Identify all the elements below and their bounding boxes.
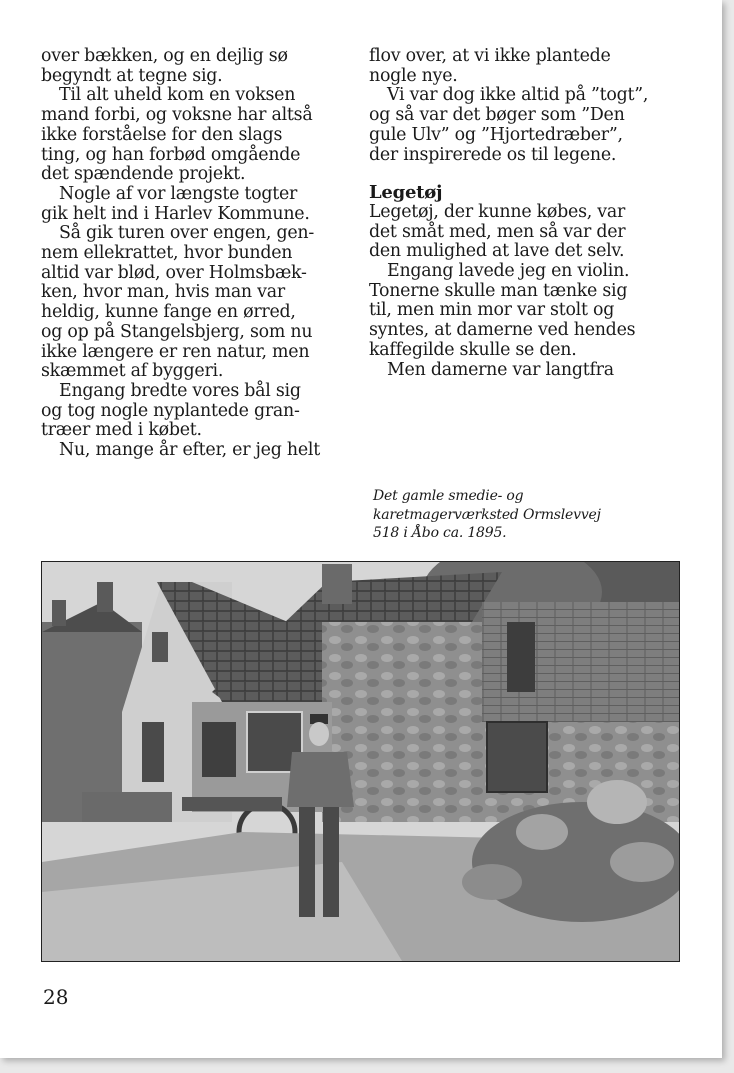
text-column-right xyxy=(369,47,689,380)
caption-line: 518 i Åbo ca. 1895. xyxy=(373,525,507,541)
text-line: og tog nogle nyplantede gran- xyxy=(41,400,300,421)
text-line: gik helt ind i Harlev Kommune. xyxy=(41,203,310,224)
text-line: begyndt at tegne sig. xyxy=(41,65,223,86)
photo-caption xyxy=(373,487,693,543)
text-line: den mulighed at lave det selv. xyxy=(369,241,625,262)
text-line: altid var blød, over Holmsbæk- xyxy=(41,262,307,283)
text-line: nogle nye. xyxy=(369,65,458,86)
text-line: syntes, at damerne ved hendes xyxy=(369,320,636,341)
text-line: ikke forståelse for den slags xyxy=(41,124,283,145)
text-line: ikke længere er ren natur, men xyxy=(41,341,310,362)
text-line: nem ellekrattet, hvor bunden xyxy=(41,243,293,264)
caption-line: Det gamle smedie- og xyxy=(373,488,524,504)
text-line: til, men min mor var stolt og xyxy=(369,300,615,321)
text-line: det småt med, men så var der xyxy=(369,221,626,242)
text-line: Engang bredte vores bål sig xyxy=(59,380,301,401)
section-heading: Legetøj xyxy=(369,182,443,204)
right-column-bottom-text xyxy=(369,203,689,380)
text-line: ting, og han forbød omgående xyxy=(41,144,301,165)
text-line: Men damerne var langtfra xyxy=(387,359,614,380)
text-line: træer med i købet. xyxy=(41,420,202,441)
text-line: mand forbi, og voksne har altså xyxy=(41,105,313,126)
text-line: og op på Stangelsbjerg, som nu xyxy=(41,321,313,342)
text-line: gule Ulv” og ”Hjortedræber”, xyxy=(369,124,623,145)
text-line: Vi var dog ikke altid på ”togt”, xyxy=(387,85,649,106)
text-line: heldig, kunne fange en ørred, xyxy=(41,302,296,323)
page-number: 28 xyxy=(43,985,69,1009)
text-line: Nu, mange år efter, er jeg helt xyxy=(59,440,320,461)
text-line: og så var det bøger som ”Den xyxy=(369,105,625,126)
text-line: der inspirerede os til legene. xyxy=(369,144,617,165)
text-line: det spændende projekt. xyxy=(41,164,246,185)
text-line: Så gik turen over engen, gen- xyxy=(59,223,314,244)
text-line: skæmmet af byggeri. xyxy=(41,361,224,382)
text-line: kaffegilde skulle se den. xyxy=(369,339,577,360)
section-gap xyxy=(369,165,689,183)
text-line: over bækken, og en dejlig sø xyxy=(41,46,288,66)
historic-photo-workshop xyxy=(41,561,680,962)
text-line: Engang lavede jeg en violin. xyxy=(387,261,630,282)
caption-line: karetmagerværksted Ormslevvej xyxy=(373,506,601,523)
text-line: ken, hvor man, hvis man var xyxy=(41,282,285,303)
text-line: Tonerne skulle man tænke sig xyxy=(369,280,628,301)
text-column-left xyxy=(41,47,361,461)
right-column-top-text xyxy=(369,47,689,165)
text-line: Til alt uheld kom en voksen xyxy=(59,85,296,106)
text-line: flov over, at vi ikke plantede xyxy=(369,46,611,66)
text-line: Nogle af vor længste togter xyxy=(59,183,298,204)
text-line: Legetøj, der kunne købes, var xyxy=(369,201,626,222)
